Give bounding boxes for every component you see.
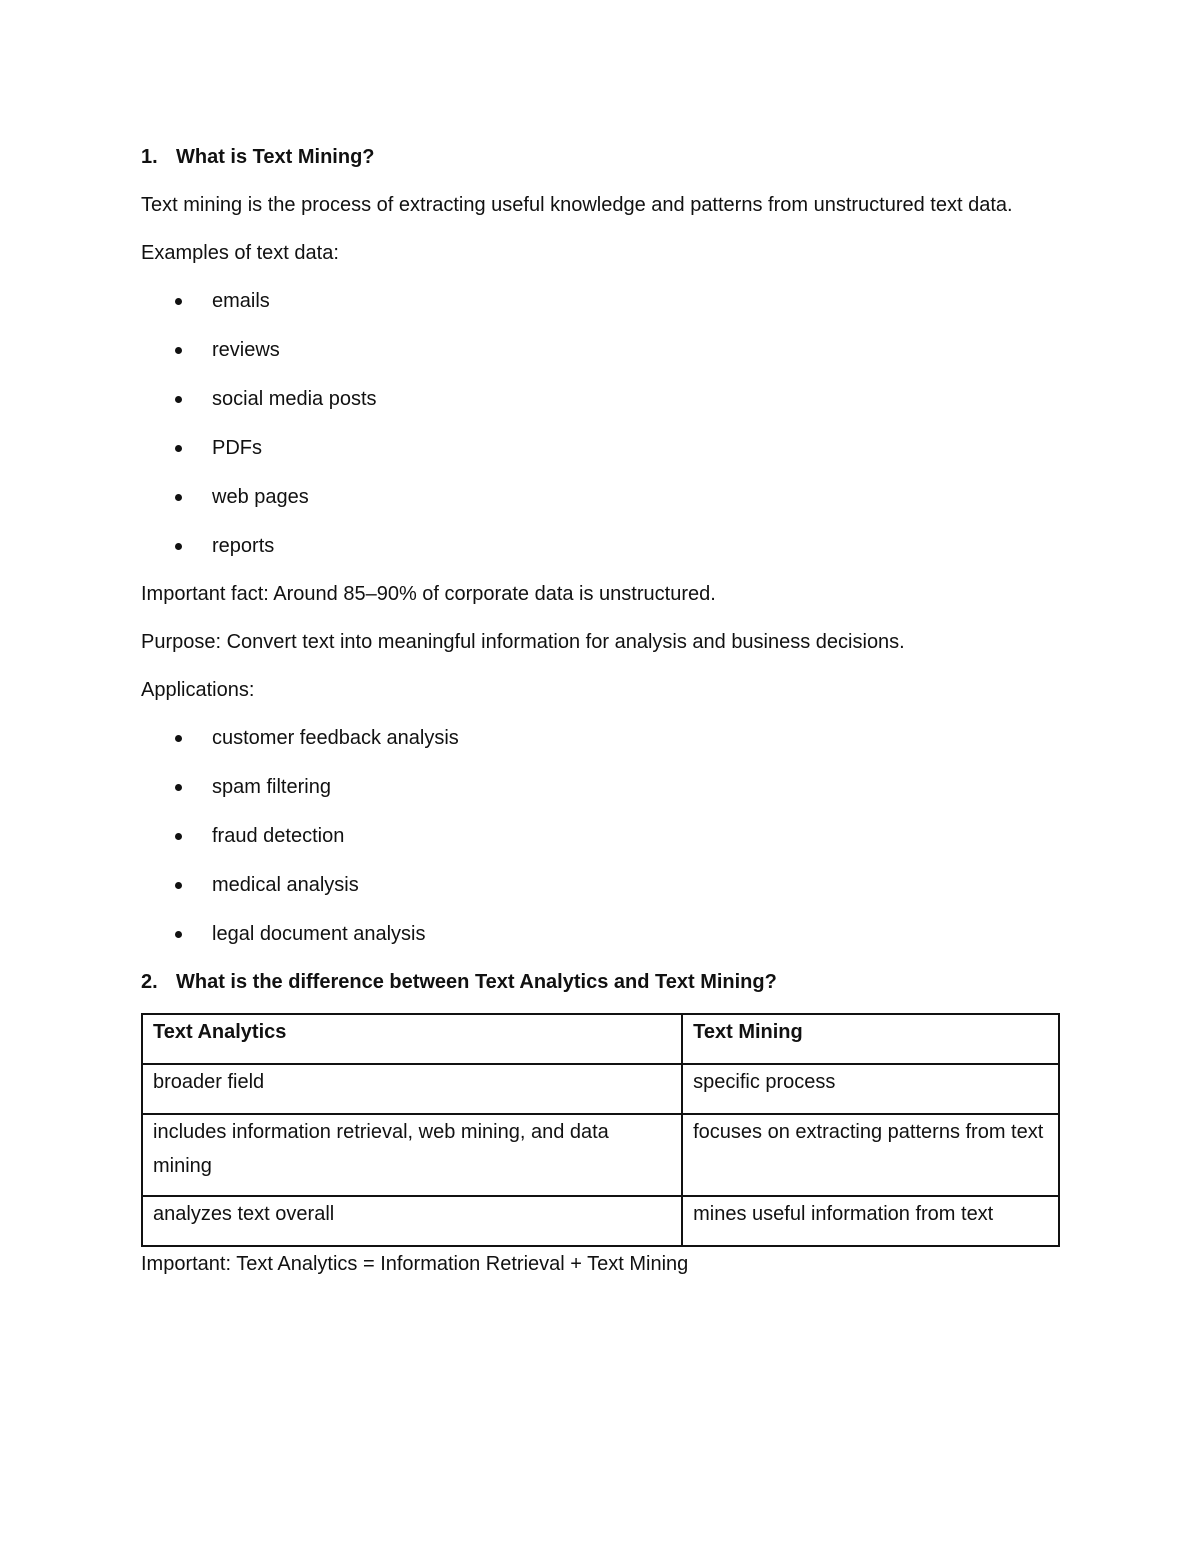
purpose-text: Purpose: Convert text into meaningful information for analysis and business decisions. [141, 631, 905, 653]
section-2-number: 2. [141, 971, 158, 993]
bullet-icon [175, 347, 182, 354]
table-row [142, 1196, 1059, 1246]
list-item [141, 917, 1061, 951]
section-2-heading [141, 965, 1061, 999]
applications-list [141, 721, 1061, 951]
section-1-title: What is Text Mining? [176, 146, 375, 168]
examples-list [141, 284, 1061, 563]
list-item [141, 382, 1061, 416]
comparison-table [141, 1013, 1060, 1247]
table-cell: includes information retrieval, web mining, and data mining [142, 1114, 682, 1196]
bullet-icon [175, 298, 182, 305]
bullet-icon [175, 735, 182, 742]
section-1-heading [141, 140, 1061, 174]
bullet-icon [175, 445, 182, 452]
list-item-text: fraud detection [212, 825, 345, 847]
table-cell: specific process [682, 1064, 1059, 1114]
table-header-cell: Text Mining [682, 1014, 1059, 1064]
list-item [141, 819, 1061, 853]
bullet-icon [175, 494, 182, 501]
list-item-text: web pages [212, 486, 309, 508]
table-cell: mines useful information from text [682, 1196, 1059, 1246]
list-item [141, 333, 1061, 367]
list-item-text: customer feedback analysis [212, 727, 459, 749]
list-item [141, 284, 1061, 318]
section-1-number: 1. [141, 146, 158, 168]
list-item-text: spam filtering [212, 776, 331, 798]
list-item [141, 868, 1061, 902]
bullet-icon [175, 833, 182, 840]
table-header-row [142, 1014, 1059, 1064]
document-page [141, 140, 1061, 1281]
table-cell: focuses on extracting patterns from text [682, 1114, 1059, 1196]
list-item-text: reports [212, 535, 275, 557]
list-item-text: PDFs [212, 437, 262, 459]
bullet-icon [175, 396, 182, 403]
examples-label: Examples of text data: [141, 242, 339, 264]
list-item-text: emails [212, 290, 270, 312]
bullet-icon [175, 882, 182, 889]
bullet-icon [175, 543, 182, 550]
list-item [141, 529, 1061, 563]
list-item-text: medical analysis [212, 874, 359, 896]
list-item [141, 721, 1061, 755]
list-item [141, 480, 1061, 514]
table-row [142, 1114, 1059, 1196]
list-item [141, 770, 1061, 804]
bullet-icon [175, 784, 182, 791]
table-header-cell: Text Analytics [142, 1014, 682, 1064]
table-cell: broader field [142, 1064, 682, 1114]
list-item-text: reviews [212, 339, 280, 361]
text-mining-definition: Text mining is the process of extracting useful knowledge and patterns from unstructured text data. [141, 194, 1013, 216]
important-note: Important: Text Analytics = Information Retrieval + Text Mining [141, 1253, 689, 1275]
section-2-title: What is the difference between Text Analytics and Text Mining? [176, 971, 777, 993]
list-item [141, 431, 1061, 465]
table-cell: analyzes text overall [142, 1196, 682, 1246]
applications-label: Applications: [141, 679, 255, 701]
list-item-text: social media posts [212, 388, 377, 410]
bullet-icon [175, 931, 182, 938]
important-fact: Important fact: Around 85–90% of corporate data is unstructured. [141, 583, 716, 605]
list-item-text: legal document analysis [212, 923, 426, 945]
table-row [142, 1064, 1059, 1114]
